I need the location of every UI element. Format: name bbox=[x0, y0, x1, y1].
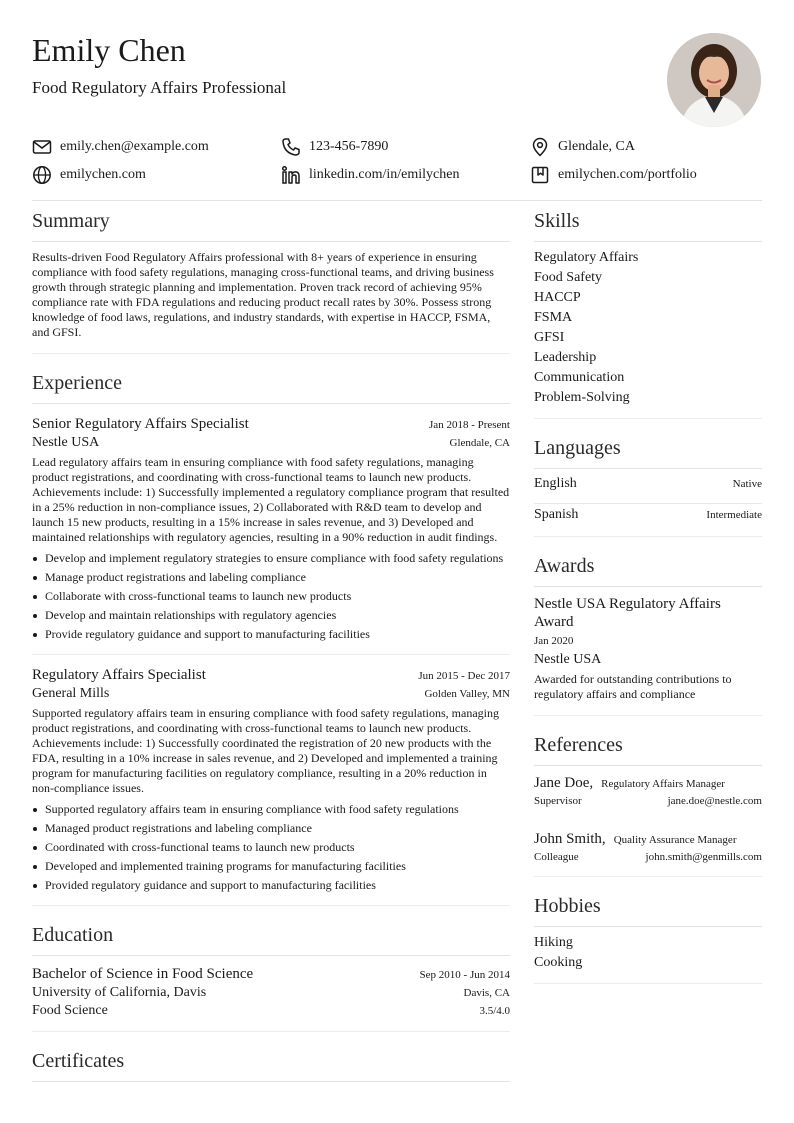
school-location: Davis, CA bbox=[463, 987, 510, 999]
section-end-rule bbox=[534, 876, 762, 877]
references-heading: References bbox=[534, 734, 623, 756]
reference-entry bbox=[534, 830, 762, 864]
education-section bbox=[32, 923, 510, 1032]
field-of-study: Food Science bbox=[32, 1003, 108, 1018]
experience-heading: Experience bbox=[32, 372, 122, 394]
award-title: Nestle USA Regulatory Affairs Award bbox=[534, 596, 721, 630]
skill-item: Regulatory Affairs bbox=[534, 250, 639, 265]
hobby-item: Hiking bbox=[534, 935, 573, 950]
education-heading: Education bbox=[32, 924, 114, 946]
certificates-section bbox=[32, 1049, 510, 1082]
job-title: Regulatory Affairs Specialist bbox=[32, 667, 206, 683]
contact-linkedin[interactable] bbox=[281, 165, 459, 185]
map-pin-icon bbox=[530, 137, 550, 157]
candidate-name: Emily Chen bbox=[32, 32, 186, 68]
reference-relation: Supervisor bbox=[534, 795, 582, 807]
hobbies-heading: Hobbies bbox=[534, 895, 601, 917]
job-entry bbox=[32, 414, 510, 655]
list-item: Managed product registrations and labeling compliance bbox=[32, 819, 510, 838]
header-divider bbox=[32, 200, 762, 201]
language-row bbox=[534, 506, 762, 534]
job-entry bbox=[32, 665, 510, 906]
list-item: Developed and implemented training programs for manufacturing facilities bbox=[32, 857, 510, 876]
gpa: 3.5/4.0 bbox=[479, 1005, 510, 1017]
candidate-title: Food Regulatory Affairs Professional bbox=[32, 78, 287, 97]
reference-relation: Colleague bbox=[534, 851, 579, 863]
entry-rule bbox=[32, 654, 510, 655]
reference-email[interactable]: jane.doe@nestle.com bbox=[667, 795, 762, 807]
list-item: Provided regulatory guidance and support to manufacturing facilities bbox=[32, 876, 510, 895]
job-description: Supported regulatory affairs team in ensuring compliance with food safety regulations, managing product registrations, and coordinating with cross-functional teams to launch new products. Achievements include: 1) Successfully coordinated the registration of 20 new products with the FDA, resulting in a 10% increase in sales revenue, and 2) Developed and implemented a training program for manufacturing facilities on regulatory compliance, resulting in a 20% reduction in non-compliance issues. bbox=[32, 706, 499, 795]
skills-section bbox=[534, 209, 762, 419]
contact-phone[interactable] bbox=[281, 137, 388, 157]
awards-section bbox=[534, 554, 762, 716]
languages-heading: Languages bbox=[534, 437, 621, 459]
list-item: Supported regulatory affairs team in ensuring compliance with food safety regulations bbox=[32, 800, 510, 819]
language-level: Native bbox=[732, 478, 762, 490]
reference-title: Quality Assurance Manager bbox=[613, 834, 737, 846]
job-bullets bbox=[32, 800, 510, 895]
language-row bbox=[534, 475, 762, 504]
award-date: Jan 2020 bbox=[534, 635, 574, 647]
list-item: Provide regulatory guidance and support to manufacturing facilities bbox=[32, 625, 510, 644]
summary-text: Results-driven Food Regulatory Affairs professional with 8+ years of experience in ensuring compliance with food safety regulations, managing cross-functional teams, and driving business growth through strategic planning and implementation. Proven track record of achieving 95% compliance rate with FDA regulations and reducing product recall rates by 30%. Possess strong knowledge of food laws, regulations, and industry standards, with expertise in HACCP, FSMA, and GFSI. bbox=[32, 250, 494, 339]
contact-phone-text: 123-456-7890 bbox=[309, 139, 389, 154]
contact-website[interactable] bbox=[32, 165, 146, 185]
skill-item: GFSI bbox=[534, 330, 565, 345]
contact-portfolio-text: emilychen.com/portfolio bbox=[558, 167, 697, 182]
section-rule bbox=[534, 765, 762, 766]
contact-portfolio[interactable] bbox=[530, 165, 697, 185]
section-end-rule bbox=[534, 715, 762, 716]
reference-entry bbox=[534, 774, 762, 808]
reference-name: John Smith, bbox=[534, 831, 606, 847]
skill-item: Communication bbox=[534, 370, 625, 385]
award-issuer: Nestle USA bbox=[534, 652, 602, 667]
school: University of California, Davis bbox=[32, 985, 207, 1000]
job-bullets bbox=[32, 549, 510, 644]
mail-icon bbox=[32, 137, 52, 157]
contact-location bbox=[530, 137, 635, 157]
bookmark-icon bbox=[530, 165, 550, 185]
summary-section bbox=[32, 209, 510, 354]
section-rule bbox=[534, 468, 762, 469]
globe-icon bbox=[32, 165, 52, 185]
section-end-rule bbox=[534, 536, 762, 537]
skill-item: Problem-Solving bbox=[534, 390, 630, 405]
skill-item: FSMA bbox=[534, 310, 573, 325]
hobby-item: Cooking bbox=[534, 955, 583, 970]
left-column bbox=[32, 209, 510, 1082]
reference-email[interactable]: john.smith@genmills.com bbox=[645, 851, 762, 863]
certificates-heading: Certificates bbox=[32, 1050, 125, 1072]
contact-linkedin-text: linkedin.com/in/emilychen bbox=[309, 167, 460, 182]
linkedin-icon bbox=[281, 165, 301, 185]
skill-item: HACCP bbox=[534, 290, 581, 305]
experience-section bbox=[32, 371, 510, 906]
section-rule bbox=[534, 241, 762, 242]
language-name: Spanish bbox=[534, 507, 579, 522]
language-level: Intermediate bbox=[706, 509, 762, 521]
references-section bbox=[534, 733, 762, 877]
skill-item: Leadership bbox=[534, 350, 597, 365]
job-dates: Jan 2018 - Present bbox=[429, 419, 510, 431]
job-company: General Mills bbox=[32, 686, 110, 701]
contact-email[interactable] bbox=[32, 137, 209, 157]
education-dates: Sep 2010 - Jun 2014 bbox=[419, 969, 510, 981]
job-location: Golden Valley, MN bbox=[424, 688, 510, 700]
summary-heading: Summary bbox=[32, 210, 110, 232]
degree: Bachelor of Science in Food Science bbox=[32, 966, 254, 982]
skill-item: Food Safety bbox=[534, 270, 603, 285]
language-name: English bbox=[534, 476, 577, 491]
contact-location-text: Glendale, CA bbox=[558, 139, 635, 154]
section-end-rule bbox=[32, 353, 510, 354]
awards-heading: Awards bbox=[534, 555, 595, 577]
job-location: Glendale, CA bbox=[449, 437, 510, 449]
reference-name: Jane Doe, bbox=[534, 775, 594, 791]
job-title: Senior Regulatory Affairs Specialist bbox=[32, 416, 249, 432]
section-rule bbox=[534, 586, 762, 587]
phone-icon bbox=[281, 137, 301, 157]
section-end-rule bbox=[32, 1031, 510, 1032]
job-description: Lead regulatory affairs team in ensuring compliance with food safety regulations, managing product registrations, and coordinating with cross-functional teams to launch new products. Achievements include: 1) Successfully implemented a regulatory compliance program that resulted in a 25% reduction in non-compliance issues, 2) Collaborated with R&D team to develop and launch 15 new products, resulting in a 15% increase in sales revenue, and 3) Developed and maintained relationships with regulatory agencies, resulting in a 90% reduction in audit findings. bbox=[32, 455, 510, 544]
hobbies-section bbox=[534, 894, 762, 984]
section-end-rule bbox=[534, 418, 762, 419]
section-rule bbox=[32, 403, 510, 404]
job-company: Nestle USA bbox=[32, 435, 100, 450]
languages-section bbox=[534, 436, 762, 537]
list-item: Collaborate with cross-functional teams to launch new products bbox=[32, 587, 510, 606]
list-item: Develop and maintain relationships with regulatory agencies bbox=[32, 606, 510, 625]
reference-title: Regulatory Affairs Manager bbox=[601, 778, 725, 790]
contact-email-text: emily.chen@example.com bbox=[60, 139, 209, 154]
list-item: Manage product registrations and labeling compliance bbox=[32, 568, 510, 587]
entry-rule bbox=[32, 905, 510, 906]
list-item: Coordinated with cross-functional teams to launch new products bbox=[32, 838, 510, 857]
profile-photo bbox=[667, 33, 761, 127]
right-column bbox=[534, 209, 762, 984]
contact-website-text: emilychen.com bbox=[60, 167, 146, 182]
job-dates: Jun 2015 - Dec 2017 bbox=[418, 670, 510, 682]
section-rule bbox=[32, 1081, 510, 1082]
section-end-rule bbox=[534, 983, 762, 984]
skills-heading: Skills bbox=[534, 210, 580, 232]
award-description: Awarded for outstanding contributions to regulatory affairs and compliance bbox=[534, 672, 732, 701]
section-rule bbox=[32, 241, 510, 242]
section-rule bbox=[534, 926, 762, 927]
list-item: Develop and implement regulatory strategies to ensure compliance with food safety regulations bbox=[32, 549, 510, 568]
section-rule bbox=[32, 955, 510, 956]
